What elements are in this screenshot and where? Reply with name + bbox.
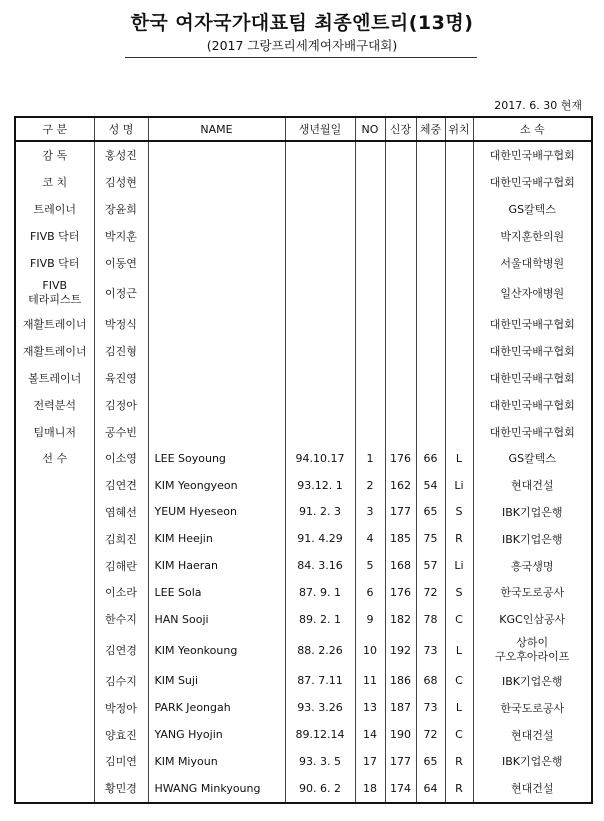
team-cell: IBK기업은행 <box>473 748 592 775</box>
position-cell: R <box>445 748 473 775</box>
category-cell: 코 치 <box>15 169 94 196</box>
team-cell: 대한민국배구협회 <box>473 391 592 418</box>
weight-cell: 68 <box>416 668 445 695</box>
birthdate-cell: 94.10.17 <box>285 445 355 472</box>
number-cell <box>355 311 385 338</box>
as-of-date: 2017. 6. 30 현재 <box>494 99 582 112</box>
team-cell: IBK기업은행 <box>473 668 592 695</box>
number-cell: 5 <box>355 552 385 579</box>
korean-name-cell: 김수지 <box>94 668 148 695</box>
korean-name-cell: 공수빈 <box>94 418 148 445</box>
table-row <box>15 775 592 803</box>
position-cell <box>445 222 473 249</box>
category-cell <box>15 748 94 775</box>
weight-cell <box>416 338 445 365</box>
korean-name-cell: 김희진 <box>94 525 148 552</box>
team-cell: 현대건설 <box>473 472 592 499</box>
category-cell: 트레이너 <box>15 196 94 223</box>
position-cell <box>445 365 473 392</box>
birthdate-cell: 88. 2.26 <box>285 633 355 668</box>
column-header: 위치 <box>445 117 473 141</box>
position-cell: C <box>445 668 473 695</box>
weight-cell <box>416 222 445 249</box>
table-row <box>15 633 592 668</box>
number-cell <box>355 141 385 169</box>
position-cell: S <box>445 499 473 526</box>
column-header: NO <box>355 117 385 141</box>
weight-cell: 65 <box>416 499 445 526</box>
korean-name-cell: 이정근 <box>94 276 148 311</box>
team-cell: 한국도로공사 <box>473 579 592 606</box>
table-row <box>15 552 592 579</box>
height-cell <box>385 365 416 392</box>
table-row <box>15 365 592 392</box>
team-cell: IBK기업은행 <box>473 525 592 552</box>
height-cell <box>385 249 416 276</box>
number-cell <box>355 338 385 365</box>
english-name-cell: KIM Suji <box>148 668 285 695</box>
table-row <box>15 606 592 633</box>
english-name-cell <box>148 196 285 223</box>
category-cell: 재활트레이너 <box>15 338 94 365</box>
table-row <box>15 141 592 169</box>
column-header: 소 속 <box>473 117 592 141</box>
category-cell <box>15 668 94 695</box>
position-cell <box>445 196 473 223</box>
weight-cell <box>416 249 445 276</box>
birthdate-cell <box>285 391 355 418</box>
table-row <box>15 579 592 606</box>
position-cell <box>445 141 473 169</box>
korean-name-cell: 장윤희 <box>94 196 148 223</box>
number-cell <box>355 169 385 196</box>
english-name-cell <box>148 249 285 276</box>
birthdate-cell <box>285 338 355 365</box>
english-name-cell <box>148 169 285 196</box>
height-cell <box>385 311 416 338</box>
korean-name-cell: 김연경 <box>94 633 148 668</box>
team-cell: 현대건설 <box>473 721 592 748</box>
position-cell: Li <box>445 472 473 499</box>
korean-name-cell: 홍성진 <box>94 141 148 169</box>
number-cell <box>355 391 385 418</box>
number-cell: 14 <box>355 721 385 748</box>
category-cell: FIVB 테라피스트 <box>15 276 94 311</box>
category-cell: FIVB 닥터 <box>15 249 94 276</box>
korean-name-cell: 이동연 <box>94 249 148 276</box>
english-name-cell <box>148 276 285 311</box>
table-row <box>15 222 592 249</box>
birthdate-cell: 93.12. 1 <box>285 472 355 499</box>
birthdate-cell: 93. 3.26 <box>285 694 355 721</box>
weight-cell <box>416 311 445 338</box>
korean-name-cell: 박지훈 <box>94 222 148 249</box>
weight-cell <box>416 196 445 223</box>
number-cell: 9 <box>355 606 385 633</box>
weight-cell: 54 <box>416 472 445 499</box>
position-cell: C <box>445 606 473 633</box>
english-name-cell <box>148 391 285 418</box>
english-name-cell: KIM Haeran <box>148 552 285 579</box>
birthdate-cell <box>285 196 355 223</box>
korean-name-cell: 양효진 <box>94 721 148 748</box>
position-cell: L <box>445 633 473 668</box>
birthdate-cell: 91. 2. 3 <box>285 499 355 526</box>
english-name-cell: PARK Jeongah <box>148 694 285 721</box>
number-cell: 18 <box>355 775 385 803</box>
korean-name-cell: 김연견 <box>94 472 148 499</box>
weight-cell: 66 <box>416 445 445 472</box>
table-row <box>15 748 592 775</box>
birthdate-cell: 87. 7.11 <box>285 668 355 695</box>
team-cell: 서울대학병원 <box>473 249 592 276</box>
category-cell <box>15 633 94 668</box>
korean-name-cell: 한수지 <box>94 606 148 633</box>
table-row <box>15 525 592 552</box>
weight-cell: 65 <box>416 748 445 775</box>
birthdate-cell: 89. 2. 1 <box>285 606 355 633</box>
weight-cell <box>416 141 445 169</box>
weight-cell: 78 <box>416 606 445 633</box>
position-cell: C <box>445 721 473 748</box>
birthdate-cell: 93. 3. 5 <box>285 748 355 775</box>
korean-name-cell: 박정식 <box>94 311 148 338</box>
column-header: NAME <box>148 117 285 141</box>
birthdate-cell <box>285 249 355 276</box>
category-cell: 재활트레이너 <box>15 311 94 338</box>
weight-cell <box>416 276 445 311</box>
number-cell <box>355 276 385 311</box>
table-row <box>15 472 592 499</box>
english-name-cell: KIM Yeonkoung <box>148 633 285 668</box>
height-cell: 190 <box>385 721 416 748</box>
table-row <box>15 169 592 196</box>
position-cell: R <box>445 775 473 803</box>
document-title: 한국 여자국가대표팀 최종엔트리(13명) <box>130 12 474 34</box>
category-cell <box>15 472 94 499</box>
table-row <box>15 311 592 338</box>
birthdate-cell: 90. 6. 2 <box>285 775 355 803</box>
team-cell: 대한민국배구협회 <box>473 311 592 338</box>
position-cell <box>445 338 473 365</box>
number-cell: 13 <box>355 694 385 721</box>
weight-cell: 73 <box>416 633 445 668</box>
number-cell: 10 <box>355 633 385 668</box>
number-cell <box>355 222 385 249</box>
korean-name-cell: 김정아 <box>94 391 148 418</box>
column-header: 신장 <box>385 117 416 141</box>
table-body <box>15 141 592 803</box>
korean-name-cell: 이소영 <box>94 445 148 472</box>
height-cell: 177 <box>385 499 416 526</box>
number-cell: 4 <box>355 525 385 552</box>
team-cell: 상하이 구오후아라이프 <box>473 633 592 668</box>
korean-name-cell: 육진영 <box>94 365 148 392</box>
table-row <box>15 249 592 276</box>
korean-name-cell: 염혜선 <box>94 499 148 526</box>
height-cell <box>385 196 416 223</box>
team-cell: 일산자애병원 <box>473 276 592 311</box>
team-cell: 현대건설 <box>473 775 592 803</box>
weight-cell: 64 <box>416 775 445 803</box>
english-name-cell <box>148 365 285 392</box>
height-cell: 182 <box>385 606 416 633</box>
height-cell: 192 <box>385 633 416 668</box>
position-cell <box>445 418 473 445</box>
birthdate-cell <box>285 276 355 311</box>
korean-name-cell: 황민경 <box>94 775 148 803</box>
table-row <box>15 338 592 365</box>
category-cell <box>15 525 94 552</box>
position-cell <box>445 249 473 276</box>
english-name-cell: HWANG Minkyoung <box>148 775 285 803</box>
birthdate-cell: 89.12.14 <box>285 721 355 748</box>
weight-cell: 73 <box>416 694 445 721</box>
number-cell: 11 <box>355 668 385 695</box>
english-name-cell <box>148 338 285 365</box>
birthdate-cell: 87. 9. 1 <box>285 579 355 606</box>
korean-name-cell: 이소라 <box>94 579 148 606</box>
team-cell: KGC인삼공사 <box>473 606 592 633</box>
category-cell: 감 독 <box>15 141 94 169</box>
english-name-cell: LEE Soyoung <box>148 445 285 472</box>
birthdate-cell <box>285 365 355 392</box>
birthdate-cell <box>285 418 355 445</box>
number-cell: 2 <box>355 472 385 499</box>
number-cell: 1 <box>355 445 385 472</box>
weight-cell <box>416 418 445 445</box>
team-cell: GS칼텍스 <box>473 445 592 472</box>
korean-name-cell: 김성현 <box>94 169 148 196</box>
category-cell: 전력분석 <box>15 391 94 418</box>
number-cell <box>355 418 385 445</box>
category-cell: 볼트레이너 <box>15 365 94 392</box>
english-name-cell <box>148 311 285 338</box>
table-row <box>15 668 592 695</box>
height-cell: 186 <box>385 668 416 695</box>
english-name-cell <box>148 418 285 445</box>
birthdate-cell <box>285 169 355 196</box>
table-row <box>15 196 592 223</box>
korean-name-cell: 김해란 <box>94 552 148 579</box>
height-cell: 176 <box>385 579 416 606</box>
position-cell: R <box>445 525 473 552</box>
korean-name-cell: 김진형 <box>94 338 148 365</box>
table-row <box>15 445 592 472</box>
english-name-cell: HAN Sooji <box>148 606 285 633</box>
english-name-cell: YANG Hyojin <box>148 721 285 748</box>
height-cell: 174 <box>385 775 416 803</box>
category-cell <box>15 694 94 721</box>
english-name-cell <box>148 141 285 169</box>
english-name-cell: KIM Miyoun <box>148 748 285 775</box>
team-cell: 대한민국배구협회 <box>473 418 592 445</box>
category-cell <box>15 579 94 606</box>
table-row <box>15 499 592 526</box>
team-cell: GS칼텍스 <box>473 196 592 223</box>
position-cell <box>445 311 473 338</box>
number-cell <box>355 196 385 223</box>
weight-cell <box>416 169 445 196</box>
birthdate-cell <box>285 311 355 338</box>
birthdate-cell: 84. 3.16 <box>285 552 355 579</box>
category-cell <box>15 499 94 526</box>
height-cell: 187 <box>385 694 416 721</box>
column-header: 생년월일 <box>285 117 355 141</box>
height-cell <box>385 338 416 365</box>
position-cell: L <box>445 694 473 721</box>
title-underline <box>125 57 477 58</box>
number-cell: 6 <box>355 579 385 606</box>
number-cell <box>355 249 385 276</box>
table-row <box>15 418 592 445</box>
height-cell <box>385 141 416 169</box>
weight-cell: 75 <box>416 525 445 552</box>
category-cell <box>15 606 94 633</box>
column-header: 성 명 <box>94 117 148 141</box>
english-name-cell: YEUM Hyeseon <box>148 499 285 526</box>
category-cell <box>15 552 94 579</box>
height-cell <box>385 222 416 249</box>
category-cell <box>15 721 94 748</box>
korean-name-cell: 박정아 <box>94 694 148 721</box>
team-cell: 한국도로공사 <box>473 694 592 721</box>
position-cell <box>445 276 473 311</box>
table-row <box>15 694 592 721</box>
header-row <box>15 117 592 141</box>
weight-cell <box>416 391 445 418</box>
weight-cell: 57 <box>416 552 445 579</box>
team-cell: 대한민국배구협회 <box>473 365 592 392</box>
height-cell: 176 <box>385 445 416 472</box>
position-cell: Li <box>445 552 473 579</box>
height-cell <box>385 169 416 196</box>
category-cell <box>15 775 94 803</box>
weight-cell <box>416 365 445 392</box>
weight-cell: 72 <box>416 721 445 748</box>
position-cell: L <box>445 445 473 472</box>
category-cell: 팀매니저 <box>15 418 94 445</box>
korean-name-cell: 김미연 <box>94 748 148 775</box>
birthdate-cell <box>285 222 355 249</box>
birthdate-cell <box>285 141 355 169</box>
height-cell: 177 <box>385 748 416 775</box>
height-cell: 168 <box>385 552 416 579</box>
number-cell <box>355 365 385 392</box>
height-cell: 185 <box>385 525 416 552</box>
position-cell <box>445 391 473 418</box>
team-cell: 대한민국배구협회 <box>473 338 592 365</box>
position-cell <box>445 169 473 196</box>
weight-cell: 72 <box>416 579 445 606</box>
english-name-cell <box>148 222 285 249</box>
team-cell: 대한민국배구협회 <box>473 141 592 169</box>
position-cell: S <box>445 579 473 606</box>
number-cell: 17 <box>355 748 385 775</box>
team-cell: 흥국생명 <box>473 552 592 579</box>
birthdate-cell: 91. 4.29 <box>285 525 355 552</box>
column-header: 구 분 <box>15 117 94 141</box>
height-cell: 162 <box>385 472 416 499</box>
entry-table <box>14 116 593 804</box>
document-subtitle: (2017 그랑프리세계여자배구대회) <box>206 38 398 53</box>
team-cell: 박지훈한의원 <box>473 222 592 249</box>
height-cell <box>385 391 416 418</box>
english-name-cell: LEE Sola <box>148 579 285 606</box>
english-name-cell: KIM Heejin <box>148 525 285 552</box>
column-header: 체중 <box>416 117 445 141</box>
table-row <box>15 391 592 418</box>
table-row <box>15 276 592 311</box>
team-cell: 대한민국배구협회 <box>473 169 592 196</box>
category-cell: 선 수 <box>15 445 94 472</box>
team-cell: IBK기업은행 <box>473 499 592 526</box>
table-row <box>15 721 592 748</box>
number-cell: 3 <box>355 499 385 526</box>
category-cell: FIVB 닥터 <box>15 222 94 249</box>
english-name-cell: KIM Yeongyeon <box>148 472 285 499</box>
height-cell <box>385 418 416 445</box>
height-cell <box>385 276 416 311</box>
